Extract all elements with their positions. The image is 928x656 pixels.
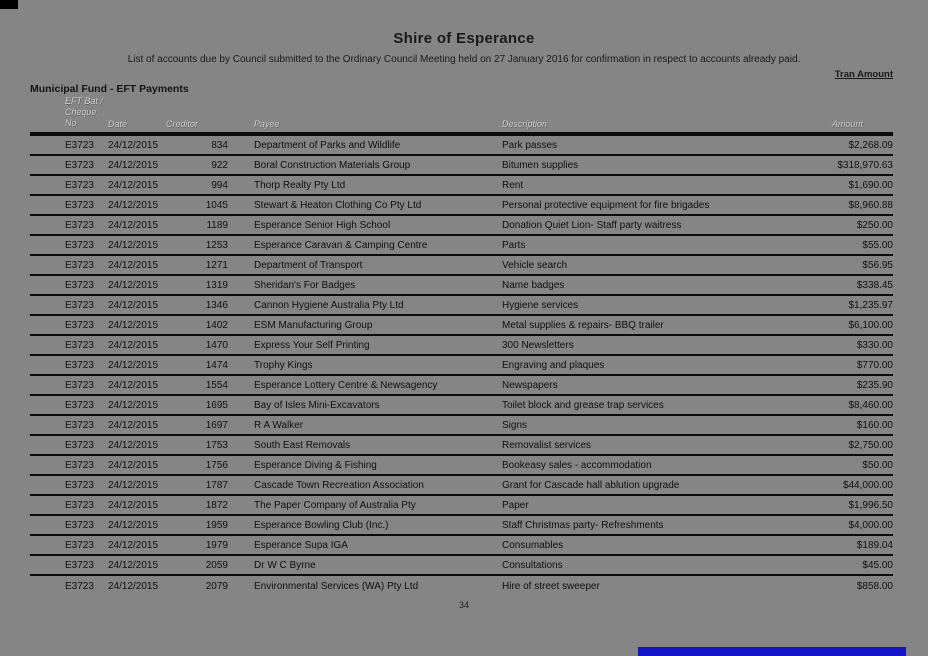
cell-date: 24/12/2015 xyxy=(108,580,159,592)
cell-eft-no: E3723 xyxy=(65,359,94,371)
scan-artifact-blue-strip xyxy=(638,647,906,656)
cell-creditor-no: 1474 xyxy=(205,359,228,371)
cell-creditor-no: 1271 xyxy=(205,259,228,271)
cell-amount: $2,750.00 xyxy=(848,439,893,451)
cell-description: Hire of street sweeper xyxy=(502,580,600,592)
table-header-row xyxy=(30,96,893,136)
table-row xyxy=(30,456,893,476)
cell-eft-no: E3723 xyxy=(65,339,94,351)
cell-amount: $770.00 xyxy=(856,359,893,371)
cell-amount: $56.95 xyxy=(862,259,893,271)
header-eft-cheque-no xyxy=(65,96,108,129)
cell-date: 24/12/2015 xyxy=(108,359,159,371)
cell-payee: Sheridan's For Badges xyxy=(254,279,356,291)
cell-description: Grant for Cascade hall ablution upgrade xyxy=(502,479,680,491)
cell-payee: Dr W C Byrne xyxy=(254,559,316,571)
cell-payee: South East Removals xyxy=(254,439,351,451)
cell-date: 24/12/2015 xyxy=(108,239,159,251)
cell-description: Staff Christmas party- Refreshments xyxy=(502,519,664,531)
cell-eft-no: E3723 xyxy=(65,399,94,411)
cell-description: Newspapers xyxy=(502,379,558,391)
cell-amount: $250.00 xyxy=(856,219,893,231)
table-row xyxy=(30,576,893,596)
cell-eft-no: E3723 xyxy=(65,499,94,511)
cell-amount: $160.00 xyxy=(856,419,893,431)
table-row xyxy=(30,276,893,296)
cell-creditor-no: 1554 xyxy=(205,379,228,391)
table-row xyxy=(30,176,893,196)
header-description: Description xyxy=(502,119,548,129)
cell-description: Park passes xyxy=(502,139,558,151)
table-row xyxy=(30,236,893,256)
cell-creditor-no: 1959 xyxy=(205,519,228,531)
cell-payee: Cannon Hygiene Australia Pty Ltd xyxy=(254,299,404,311)
table-row xyxy=(30,376,893,396)
cell-creditor-no: 1189 xyxy=(206,219,228,231)
cell-description: Hygiene services xyxy=(502,299,579,311)
table-row xyxy=(30,396,893,416)
cell-amount: $858.00 xyxy=(856,580,893,592)
table-row xyxy=(30,516,893,536)
cell-amount: $338.45 xyxy=(856,279,893,291)
cell-description: Metal supplies & repairs- BBQ trailer xyxy=(502,319,664,331)
cell-payee: Department of Transport xyxy=(254,259,363,271)
cell-creditor-no: 1979 xyxy=(205,539,228,551)
cell-creditor-no: 1756 xyxy=(205,459,228,471)
header-date: Date xyxy=(108,119,128,129)
table-row xyxy=(30,156,893,176)
cell-date: 24/12/2015 xyxy=(108,439,159,451)
cell-creditor-no: 1319 xyxy=(205,279,228,291)
cell-date: 24/12/2015 xyxy=(108,299,159,311)
cell-date: 24/12/2015 xyxy=(108,199,159,211)
cell-description: Removalist services xyxy=(502,439,591,451)
cell-creditor-no: 1787 xyxy=(205,479,228,491)
accounts-table xyxy=(30,96,893,596)
cell-amount: $1,996.50 xyxy=(848,499,893,511)
cell-payee: Esperance Lottery Centre & Newsagency xyxy=(254,379,438,391)
cell-creditor-no: 922 xyxy=(211,159,228,171)
tran-amount-label: Tran Amount xyxy=(834,69,893,80)
cell-amount: $235.90 xyxy=(856,379,893,391)
cell-date: 24/12/2015 xyxy=(108,379,159,391)
cell-date: 24/12/2015 xyxy=(108,139,159,151)
cell-payee: Bay of Isles Mini-Excavators xyxy=(254,399,380,411)
cell-amount: $4,000.00 xyxy=(848,519,893,531)
cell-payee: Environmental Services (WA) Pty Ltd xyxy=(254,580,419,592)
cell-date: 24/12/2015 xyxy=(108,159,159,171)
cell-creditor-no: 1872 xyxy=(205,499,228,511)
cell-eft-no: E3723 xyxy=(65,259,94,271)
cell-date: 24/12/2015 xyxy=(108,419,159,431)
cell-amount: $8,960.88 xyxy=(848,199,893,211)
cell-payee: Express Your Self Printing xyxy=(254,339,370,351)
cell-description: Bitumen supplies xyxy=(502,159,579,171)
table-row xyxy=(30,196,893,216)
table-row xyxy=(30,556,893,576)
cell-description: Bookeasy sales - accommodation xyxy=(502,459,652,471)
cell-creditor-no: 1470 xyxy=(205,339,228,351)
cell-creditor-no: 1753 xyxy=(205,439,228,451)
cell-description: Paper xyxy=(502,499,529,511)
cell-creditor-no: 1695 xyxy=(205,399,228,411)
table-body xyxy=(30,136,893,596)
cell-amount: $1,690.00 xyxy=(848,179,893,191)
cell-creditor-no: 1045 xyxy=(205,199,228,211)
cell-eft-no: E3723 xyxy=(65,519,94,531)
cell-description: Engraving and plaques xyxy=(502,359,605,371)
cell-eft-no: E3723 xyxy=(65,219,94,231)
cell-amount: $55.00 xyxy=(862,239,893,251)
table-row xyxy=(30,356,893,376)
cell-date: 24/12/2015 xyxy=(108,319,159,331)
cell-eft-no: E3723 xyxy=(65,379,94,391)
cell-payee: Thorp Realty Pty Ltd xyxy=(254,179,346,191)
cell-eft-no: E3723 xyxy=(65,159,94,171)
cell-date: 24/12/2015 xyxy=(108,459,159,471)
cell-payee: The Paper Company of Australia Pty xyxy=(254,499,416,511)
cell-amount: $330.00 xyxy=(856,339,893,351)
cell-eft-no: E3723 xyxy=(65,479,94,491)
cell-amount: $189.04 xyxy=(856,539,893,551)
table-row xyxy=(30,436,893,456)
cell-eft-no: E3723 xyxy=(65,179,94,191)
cell-date: 24/12/2015 xyxy=(108,339,159,351)
cell-creditor-no: 1402 xyxy=(205,319,228,331)
header-eft-line2: Cheque No xyxy=(65,107,97,128)
table-row xyxy=(30,256,893,276)
cell-payee: R A Walker xyxy=(254,419,304,431)
scan-artifact-black-corner xyxy=(0,0,18,9)
cell-eft-no: E3723 xyxy=(65,559,94,571)
cell-date: 24/12/2015 xyxy=(108,559,159,571)
cell-payee: Esperance Bowling Club (Inc.) xyxy=(254,519,389,531)
section-title-municipal-fund: Municipal Fund - EFT Payments xyxy=(30,83,189,95)
cell-creditor-no: 1253 xyxy=(205,239,228,251)
cell-date: 24/12/2015 xyxy=(108,259,159,271)
page-title: Shire of Esperance xyxy=(393,30,535,47)
cell-description: Rent xyxy=(502,179,524,191)
table-row xyxy=(30,496,893,516)
cell-eft-no: E3723 xyxy=(65,419,94,431)
cell-description: Donation Quiet Lion- Staff party waitress xyxy=(502,219,682,231)
cell-amount: $1,235.97 xyxy=(848,299,893,311)
header-payee: Payee xyxy=(254,119,280,129)
cell-creditor-no: 994 xyxy=(211,179,228,191)
cell-eft-no: E3723 xyxy=(65,459,94,471)
table-row xyxy=(30,476,893,496)
cell-description: Consultations xyxy=(502,559,563,571)
cell-eft-no: E3723 xyxy=(65,139,94,151)
header-amount: Amount xyxy=(832,119,864,129)
table-row xyxy=(30,216,893,236)
cell-eft-no: E3723 xyxy=(65,539,94,551)
cell-payee: Esperance Caravan & Camping Centre xyxy=(254,239,428,251)
cell-date: 24/12/2015 xyxy=(108,179,159,191)
cell-payee: Esperance Diving & Fishing xyxy=(254,459,377,471)
cell-description: Personal protective equipment for fire brigades xyxy=(502,199,710,211)
cell-eft-no: E3723 xyxy=(65,580,94,592)
cell-date: 24/12/2015 xyxy=(108,479,159,491)
cell-eft-no: E3723 xyxy=(65,299,94,311)
cell-description: Signs xyxy=(502,419,528,431)
cell-amount: $44,000.00 xyxy=(842,479,893,491)
cell-payee: Boral Construction Materials Group xyxy=(254,159,411,171)
page-subtitle: List of accounts due by Council submitted to the Ordinary Council Meeting held on 27 January 2016 for confirmation in respect to accounts already paid. xyxy=(127,54,801,65)
cell-date: 24/12/2015 xyxy=(108,499,159,511)
cell-date: 24/12/2015 xyxy=(108,539,159,551)
cell-creditor-no: 2079 xyxy=(205,580,228,592)
cell-description: Parts xyxy=(502,239,526,251)
cell-description: Name badges xyxy=(502,279,565,291)
cell-payee: Stewart & Heaton Clothing Co Pty Ltd xyxy=(254,199,422,211)
cell-payee: Department of Parks and Wildlife xyxy=(254,139,401,151)
cell-payee: Cascade Town Recreation Association xyxy=(254,479,424,491)
cell-date: 24/12/2015 xyxy=(108,279,159,291)
table-row xyxy=(30,336,893,356)
header-eft-line1: EFT Bat / xyxy=(65,96,104,106)
cell-description: 300 Newsletters xyxy=(502,339,574,351)
cell-date: 24/12/2015 xyxy=(108,399,159,411)
header-creditor: Creditor xyxy=(166,119,199,129)
cell-creditor-no: 1697 xyxy=(205,419,228,431)
cell-eft-no: E3723 xyxy=(65,279,94,291)
cell-payee: Esperance Supa IGA xyxy=(254,539,348,551)
cell-eft-no: E3723 xyxy=(65,199,94,211)
table-row xyxy=(30,536,893,556)
cell-creditor-no: 2059 xyxy=(205,559,228,571)
cell-amount: $2,268.09 xyxy=(848,139,893,151)
table-row xyxy=(30,136,893,156)
cell-amount: $6,100.00 xyxy=(848,319,893,331)
cell-description: Consumables xyxy=(502,539,564,551)
cell-amount: $8,460.00 xyxy=(848,399,893,411)
cell-description: Vehicle search xyxy=(502,259,568,271)
cell-eft-no: E3723 xyxy=(65,439,94,451)
cell-payee: Esperance Senior High School xyxy=(254,219,391,231)
cell-payee: ESM Manufacturing Group xyxy=(254,319,373,331)
cell-amount: $318,970.63 xyxy=(837,159,893,171)
cell-date: 24/12/2015 xyxy=(108,219,159,231)
cell-amount: $45.00 xyxy=(862,559,893,571)
cell-amount: $50.00 xyxy=(862,459,893,471)
table-row xyxy=(30,316,893,336)
cell-description: Toilet block and grease trap services xyxy=(502,399,664,411)
page-number: 34 xyxy=(458,600,469,610)
cell-date: 24/12/2015 xyxy=(108,519,159,531)
cell-eft-no: E3723 xyxy=(65,239,94,251)
table-row xyxy=(30,416,893,436)
cell-creditor-no: 834 xyxy=(211,139,228,151)
cell-eft-no: E3723 xyxy=(65,319,94,331)
cell-payee: Trophy Kings xyxy=(254,359,313,371)
table-row xyxy=(30,296,893,316)
cell-creditor-no: 1346 xyxy=(205,299,228,311)
